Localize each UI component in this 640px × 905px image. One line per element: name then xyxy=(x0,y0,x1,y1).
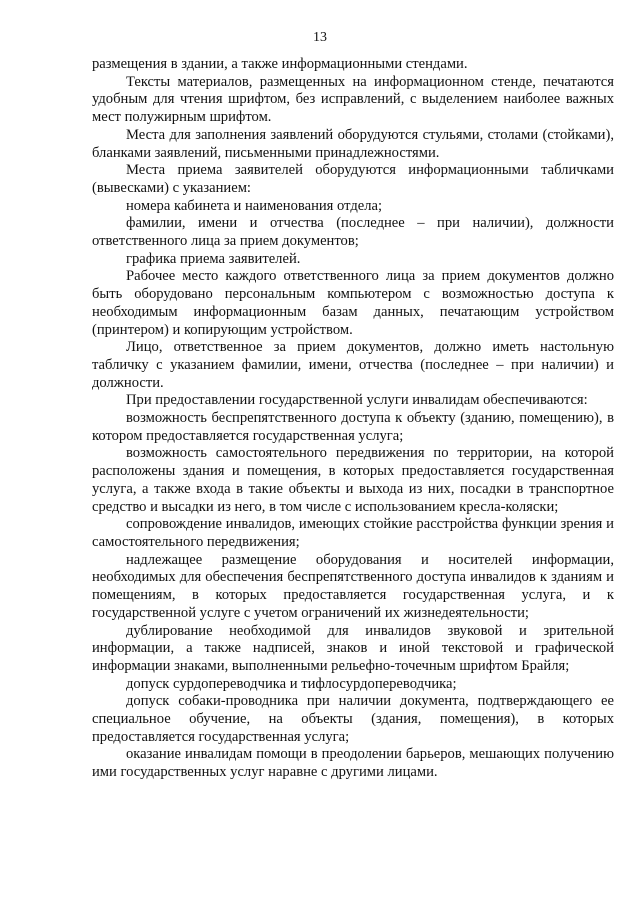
list-item-escort: сопровождение инвалидов, имеющих стойкие расстройства функции зрения и самостоятельного передвижения; xyxy=(92,516,614,550)
paragraph-continuation: размещения в здании, а также информационными стендами. xyxy=(92,56,468,72)
paragraph-filling-places: Места для заполнения заявлений оборудуются стульями, столами (стойками), бланками заявлений, письменными принадлежностями. xyxy=(92,126,614,161)
paragraph-disabled-provisions: При предоставлении государственной услуги инвалидам обеспечиваются: xyxy=(126,392,588,409)
paragraph-stand-texts: Тексты материалов, размещенных на информационном стенде, печатаются удобным для чтения шрифтом, без исправлений, с выделением наиболее важных мест полужирным шрифтом. xyxy=(92,73,614,126)
paragraph-desk-plate: Лицо, ответственное за прием документов, должно иметь настольную табличку с указанием фамилии, имени, отчества (последнее – при наличии) и должности. xyxy=(92,339,614,391)
list-item-interpreters: допуск сурдопереводчика и тифлосурдопереводчика; xyxy=(126,675,457,692)
list-item-assistance: оказание инвалидам помощи в преодолении барьеров, мешающих получению ими государственных услуг наравне с другими лицами. xyxy=(92,746,614,781)
list-item-cabinet-number: номера кабинета и наименования отдела; xyxy=(126,197,383,214)
list-item-responsible-person: фамилии, имени и отчества (последнее – при наличии), должности ответственного лица за прием документов; xyxy=(92,215,614,250)
page-number: 13 xyxy=(313,30,327,45)
document-body xyxy=(92,56,614,782)
paragraph-workplace: Рабочее место каждого ответственного лица за прием документов должно быть оборудовано персональным компьютером с возможностью доступа к необходимым информационным базам данных, печатающим устройством (принтером) и копирующим устройством. xyxy=(92,268,614,338)
list-item-access: возможность беспрепятственного доступа к объекту (зданию, помещению), в котором предоставляется государственная услуга; xyxy=(92,410,614,444)
list-item-equipment: надлежащее размещение оборудования и носителей информации, необходимых для обеспечения беспрепятственного доступа инвалидов к зданиям и помещениям, в которых предоставляется государственная услуга, и к государственной услуге с учетом ограничений их жизнедеятельности; xyxy=(92,551,614,621)
paragraph-reception-places: Места приема заявителей оборудуются информационными табличками (вывесками) с указанием: xyxy=(92,162,614,196)
list-item-duplication: дублирование необходимой для инвалидов звуковой и зрительной информации, а также надписей, знаков и иной текстовой и графической информации знаками, выполненными рельефно-точечным шрифтом Брайля; xyxy=(92,622,614,674)
list-item-movement: возможность самостоятельного передвижения по территории, на которой расположены здания и помещения, в которых предоставляется государственная услуга, а также входа в такие объекты и выхода из них, посадки в транспортное средство и высадки из него, в том числе с использованием кресла-коляски; xyxy=(92,445,614,515)
list-item-schedule: графика приема заявителей. xyxy=(126,250,301,267)
list-item-guide-dog: допуск собаки-проводника при наличии документа, подтверждающего ее специальное обучение, на объекты (здания, помещения), в которых предоставляется государственная услуга; xyxy=(92,693,614,745)
